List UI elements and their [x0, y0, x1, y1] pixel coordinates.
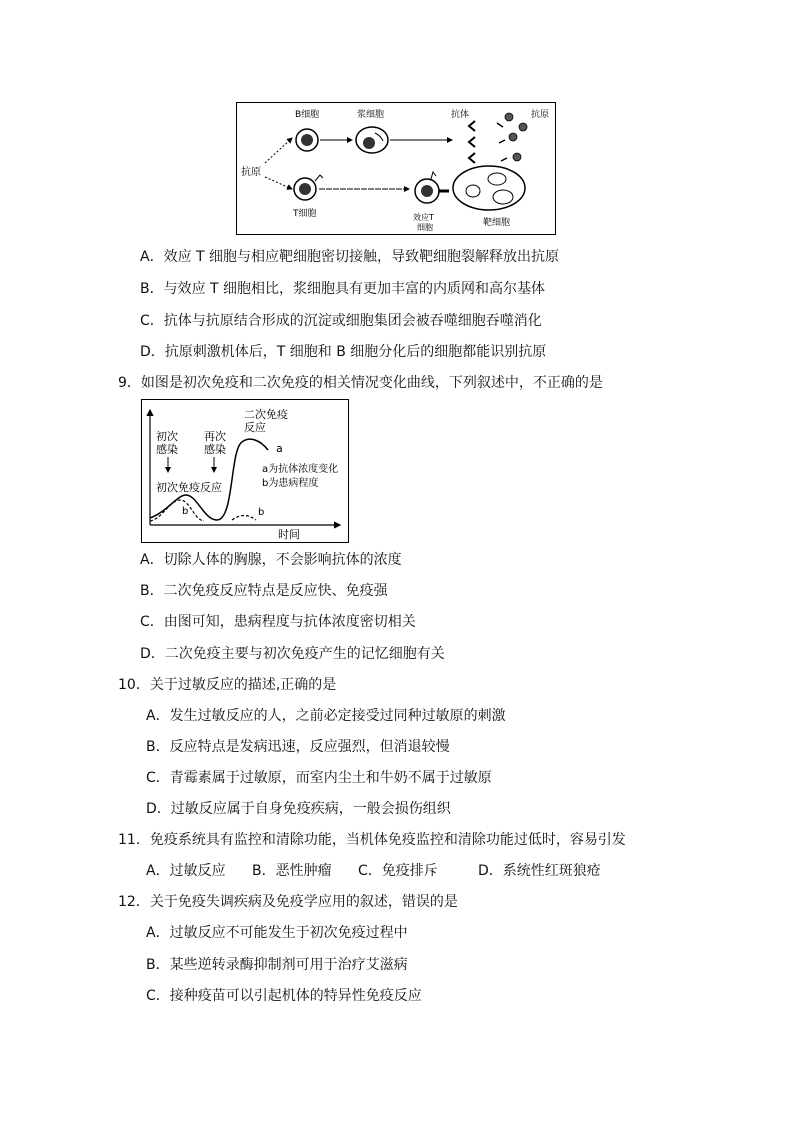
q9-stem: 9．如图是初次免疫和二次免疫的相关情况变化曲线，下列叙述中，不正确的是: [118, 375, 603, 391]
legend-b: b为患病程度: [262, 478, 319, 489]
q12-option-a: A．过敏反应不可能发生于初次免疫过程中: [146, 925, 408, 941]
first-infection-label-2: 感染: [156, 443, 178, 456]
q11-option-a: A．过敏反应: [146, 863, 226, 879]
q8-option-a: A．效应 T 细胞与相应靶细胞密切接触，导致靶细胞裂解释放出抗原: [140, 249, 560, 265]
antibody-label: 抗体: [451, 110, 470, 120]
q8-option-b: B．与效应 T 细胞相比，浆细胞具有更加丰富的内质网和高尔基体: [140, 281, 546, 297]
reinfection-label-1: 再次: [204, 430, 226, 443]
first-infection-label-1: 初次: [156, 430, 178, 443]
curve-b-label-1: b: [182, 506, 189, 517]
plasma-cell: [356, 127, 388, 153]
disease-curve-b1: [150, 500, 204, 521]
immune-response-chart: [141, 399, 349, 543]
curve-b-label-2: b: [258, 507, 265, 518]
target-cell-label: 靶细胞: [483, 218, 511, 228]
antibody-icons: [469, 121, 475, 163]
antigen-label-right: 抗原: [531, 110, 550, 120]
q11-option-c: C．免疫排斥: [358, 863, 438, 879]
q9-option-c: C．由图可知，患病程度与抗体浓度密切相关: [140, 614, 416, 630]
disease-curve-b2: [232, 516, 256, 521]
q10-option-d: D．过敏反应属于自身免疫疾病，一般会损伤组织: [146, 801, 451, 817]
q10-option-b: B．反应特点是发病迅速，反应强烈，但消退较慢: [146, 739, 450, 755]
q11-options: [146, 862, 601, 880]
q10-option-c: C．青霉素属于过敏原，而室内尘土和牛奶不属于过敏原: [146, 770, 492, 786]
q9-option-a: A．切除人体的胸腺，不会影响抗体的浓度: [140, 552, 402, 568]
target-cell: [453, 166, 525, 210]
q10-option-a: A．发生过敏反应的人，之前必定接受过同种过敏原的刺激: [146, 708, 506, 724]
antigen-icons: [497, 113, 527, 161]
effector-t-label-2: 细胞: [417, 223, 433, 232]
q12-stem: 12．关于免疫失调疾病及免疫学应用的叙述，错误的是: [118, 894, 458, 910]
q11-stem: 11．免疫系统具有监控和清除功能，当机体免疫监控和清除功能过低时，容易引发: [118, 832, 626, 848]
q9-option-b: B．二次免疫反应特点是反应快、免疫强: [140, 583, 388, 599]
curve-a-label: a: [276, 442, 283, 455]
immune-cells-diagram: [236, 102, 556, 235]
q8-option-d: D．抗原刺激机体后，T 细胞和 B 细胞分化后的细胞都能识别抗原: [140, 344, 547, 360]
q11-option-d: D．系统性红斑狼疮: [478, 863, 601, 879]
secondary-response-label-2: 反应: [244, 421, 266, 434]
q10-stem: 10．关于过敏反应的描述,正确的是: [118, 677, 337, 693]
t-cell-label: T细胞: [293, 209, 317, 219]
q11-option-b: B．恶性肿瘤: [252, 863, 332, 879]
plasma-cell-label: 浆细胞: [357, 110, 385, 120]
b-cell-label: B细胞: [295, 110, 320, 120]
effector-t-cell: [415, 172, 449, 203]
immune-cells-svg: [237, 103, 555, 234]
q12-option-c: C．接种疫苗可以引起机体的特异性免疫反应: [146, 988, 422, 1004]
arrow-to-b-cell: [265, 138, 292, 163]
x-axis-label: 时间: [278, 528, 300, 541]
q9-option-d: D．二次免疫主要与初次免疫产生的记忆细胞有关: [140, 646, 445, 662]
t-cell: [294, 175, 323, 200]
reinfection-label-2: 感染: [204, 443, 226, 456]
arrow-to-t-cell: [265, 177, 292, 189]
b-cell: [296, 129, 318, 151]
q12-option-b: B．某些逆转录酶抑制剂可用于治疗艾滋病: [146, 957, 408, 973]
immune-response-svg: [142, 400, 348, 542]
antigen-label-left: 抗原: [241, 167, 261, 178]
effector-t-label-1: 效应T: [413, 213, 434, 222]
legend-a: a为抗体浓度变化: [262, 464, 339, 475]
secondary-response-label-1: 二次免疫: [244, 408, 288, 421]
primary-response-label: 初次免疫反应: [156, 481, 222, 494]
q8-option-c: C．抗体与抗原结合形成的沉淀或细胞集团会被吞噬细胞吞噬消化: [140, 313, 542, 329]
